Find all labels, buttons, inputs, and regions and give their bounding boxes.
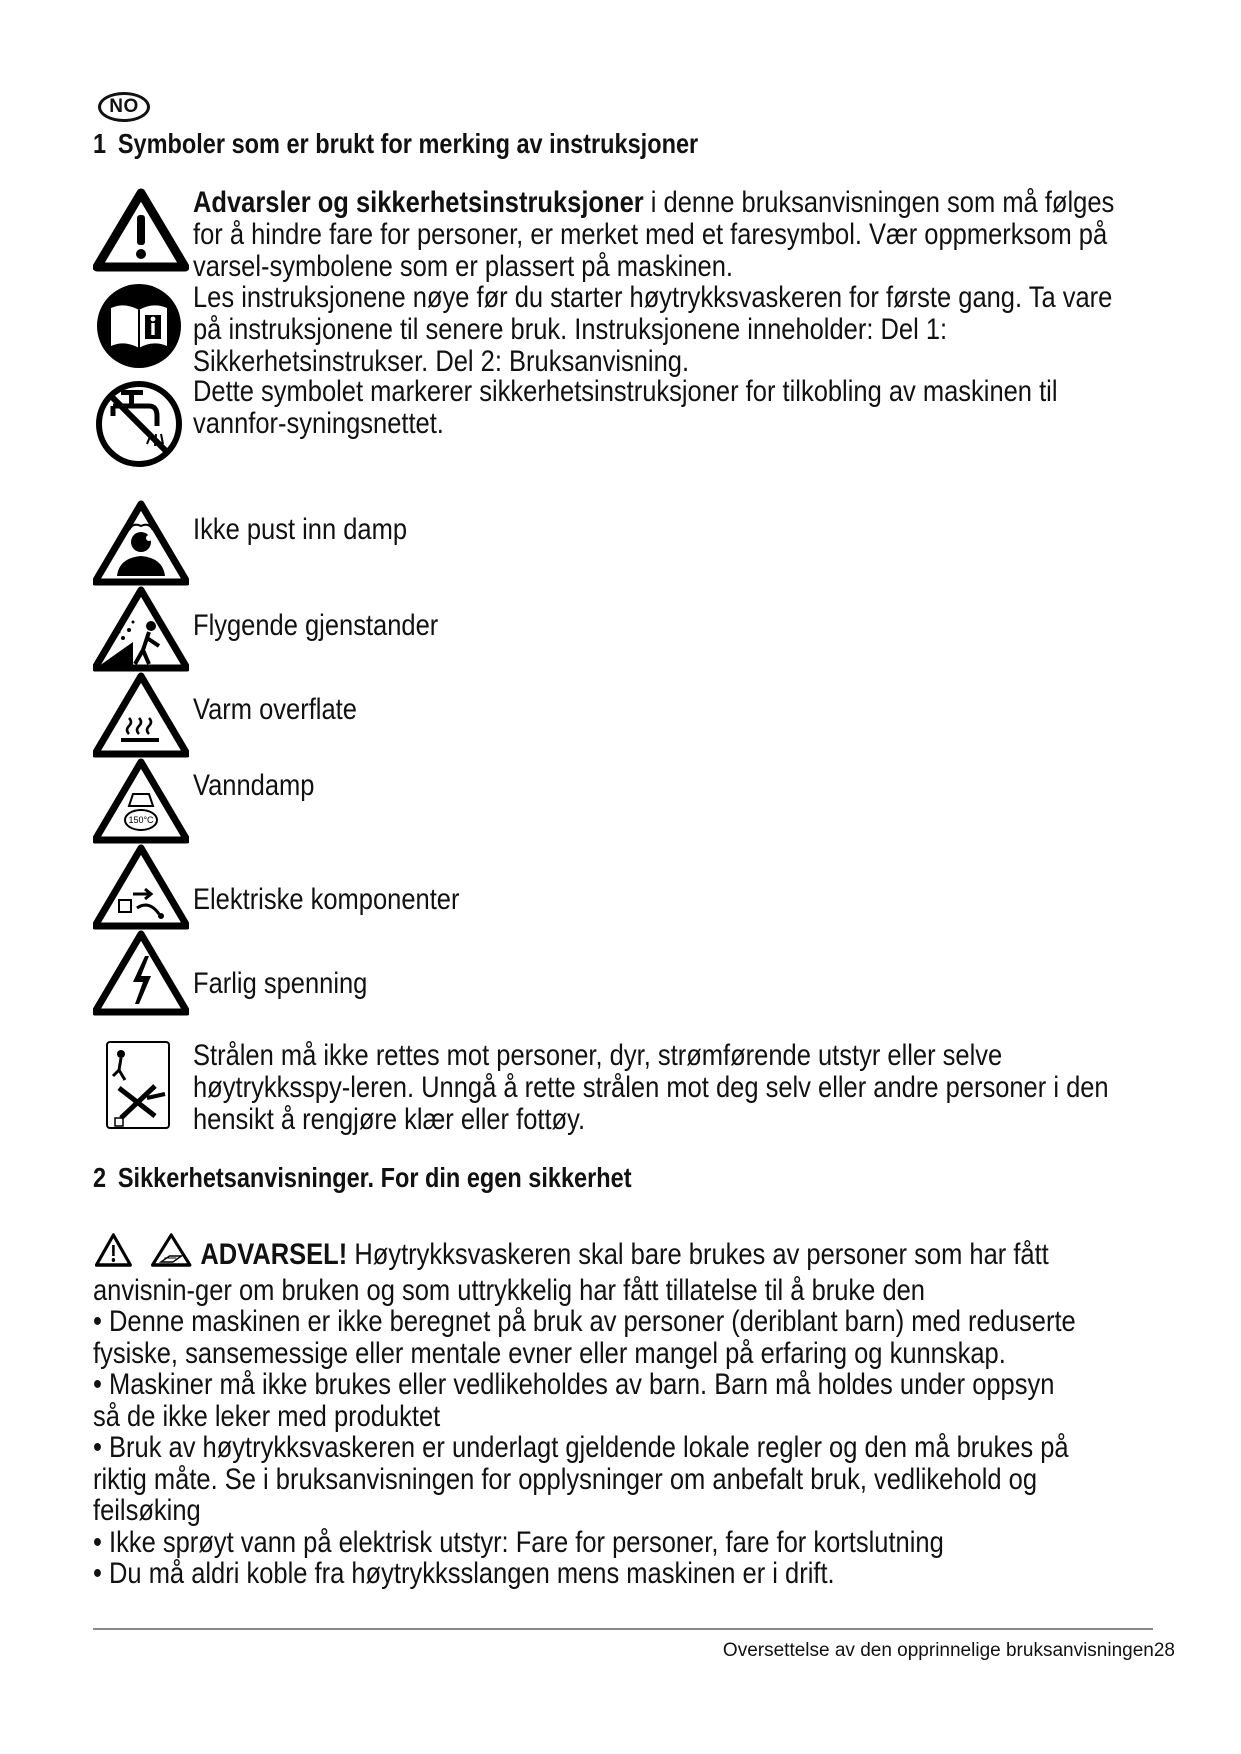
steam-inhalation-icon [93,500,189,596]
read-manual-icon [93,282,189,378]
symbol-description: Farlig spenning [193,967,368,1000]
section-2-heading [93,1162,632,1194]
symbol-description: Varm overflate [193,693,357,726]
symbol-row-water-supply [93,376,1153,456]
safety-bullet: • Du må aldri koble fra høytrykksslangen mens maskinen er i drift. [93,1557,835,1590]
symbol-row-steam [93,500,1153,580]
symbol-row-no-spray [93,1039,1153,1136]
symbol-row-electrical [93,844,1153,924]
section-1-heading [93,128,698,160]
symbol-description: Elektriske komponenter [193,883,460,916]
no-spray-at-people-icon [93,1040,189,1136]
warning-label: ADVARSEL! [200,1238,348,1271]
symbol-row-flying-objects [93,586,1153,666]
electrical-components-icon [93,844,189,940]
safety-bullet: • Denne maskinen er ikke beregnet på bruk av personer (deriblant barn) med reduserte fysiske, sansemessige eller mentale evner eller mangel på erfaring og kunnskap. [93,1305,1076,1370]
warning-manual-small-icon [148,1232,196,1268]
temperature-label: 150°C [128,815,154,825]
warning-triangle-icon [93,187,189,283]
dangerous-voltage-icon [93,930,189,1026]
symbol-description: Les instruksjonene nøye før du starter høytrykksvaskeren for første gang. Ta vare på instruksjonene til senere bruk. Instruksjonene inneholder: Del 1: Sikkerhetsinstrukser. Del 2: Bruksanvisning. [193,281,1113,378]
section-1-number: 1 [93,128,107,159]
language-badge [98,92,150,122]
footer-divider [93,1628,1153,1630]
symbol-description: Vanndamp [193,769,315,802]
symbol-row-voltage [93,930,1153,1010]
page-footer [723,1640,1175,1662]
symbol-row-read-manual [93,281,1153,378]
symbol-row-water-steam [93,758,1153,838]
warning-text: Høytrykksvaskeren skal bare brukes av personer som har fått anvisnin-ger om bruken og som uttrykkelig har fått tillatelse til å bruke den [93,1238,1049,1307]
water-steam-icon [93,758,189,854]
flying-objects-icon [93,586,189,682]
footer-text: Oversettelse av den opprinnelige bruksanvisningen [722,1640,1154,1661]
no-water-supply-icon [93,376,189,472]
symbol-description: Dette symbolet markerer sikkerhetsinstruksjoner for tilkobling av maskinen til vannfor-syningsnettet. [193,375,1058,440]
section-2-number: 2 [93,1162,107,1193]
warning-bold-label: Advarsler og sikkerhetsinstruksjoner [193,186,644,219]
language-code: NO [109,96,139,117]
safety-bullet: • Maskiner må ikke brukes eller vedlikeholdes av barn. Barn må holdes under oppsyn så de ikke leker med produktet [93,1368,1055,1433]
section-1-title: Symboler som er brukt for merking av instruksjoner [117,128,699,159]
symbol-row-warning [93,186,1153,283]
hot-surface-icon [93,672,189,768]
warning-triangle-small-icon [93,1232,141,1268]
safety-instructions [93,1232,1083,1590]
section-2-title: Sikkerhetsanvisninger. For din egen sikkerhet [117,1162,632,1193]
symbol-description: Advarsler og sikkerhetsinstruksjoner i denne bruksanvisningen som må følges for å hindre fare for personer, er merket med et faresymbol. Vær oppmerksom på varsel-symbolene som er plassert på maskinen. [193,186,1115,283]
safety-bullet: • Ikke sprøyt vann på elektrisk utstyr: Fare for personer, fare for kortslutning [93,1525,944,1559]
safety-bullet: • Bruk av høytrykksvaskeren er underlagt gjeldende lokale regler og den må brukes på riktig måte. Se i bruksanvisningen for opplysninger om anbefalt bruk, vedlikehold og feilsøking [93,1431,1069,1527]
warning-paragraph [93,1232,1083,1306]
symbol-row-hot-surface [93,672,1153,752]
symbol-description: Ikke pust inn damp [193,513,408,546]
page-number: 28 [1153,1640,1175,1661]
symbol-description: Flygende gjenstander [193,609,439,642]
symbol-description: Strålen må ikke rettes mot personer, dyr, strømførende utstyr eller selve høytrykksspy-leren. Unngå å rette strålen mot deg selv eller andre personer i den hensikt å rengjøre klær eller fottøy. [193,1039,1109,1136]
warning-icons [93,1232,195,1275]
